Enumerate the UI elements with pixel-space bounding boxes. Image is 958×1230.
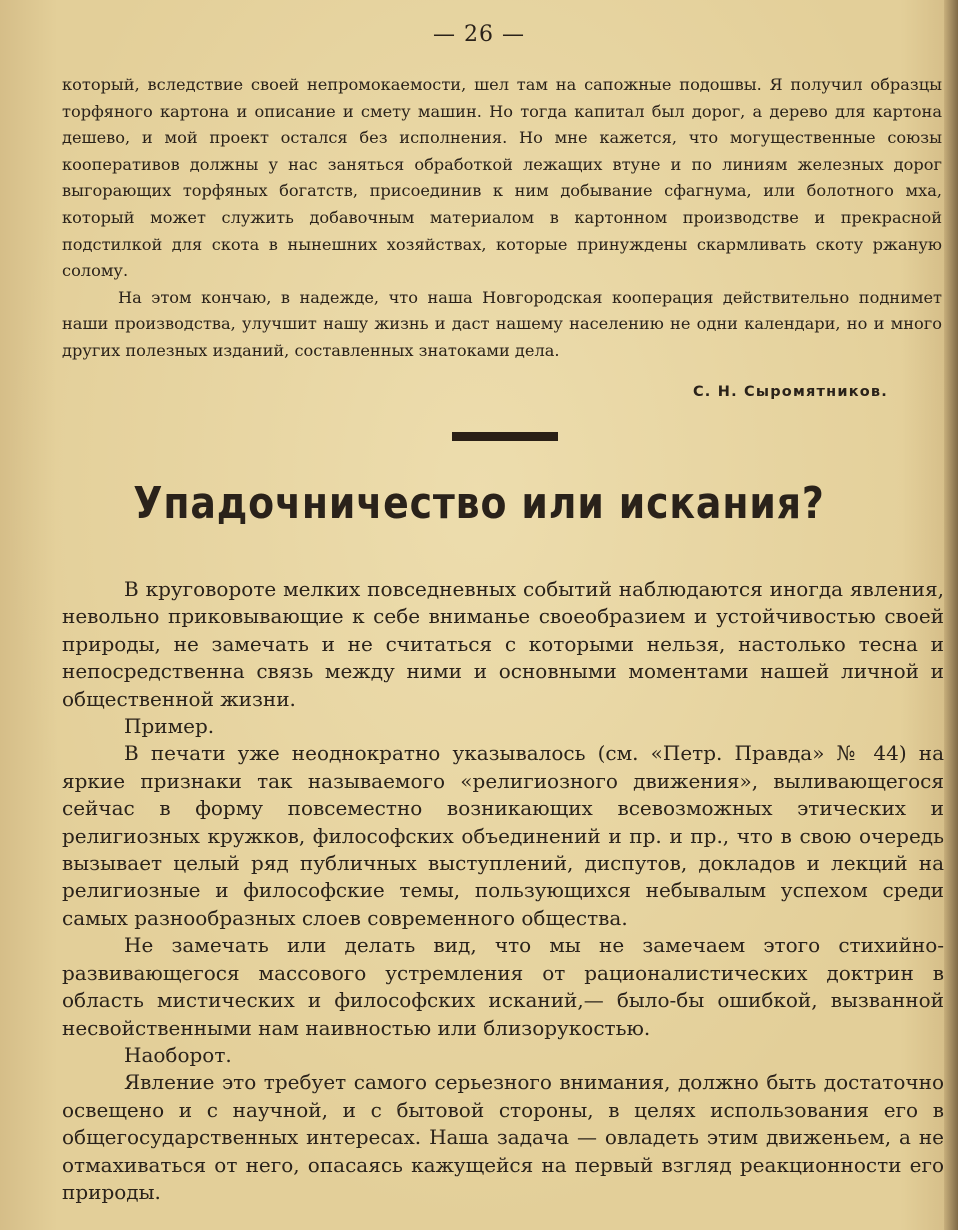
body-paragraph-3: Не замечать или делать вид, что мы не замечаем этого стихийно-развивающегося массового устремления от рационалистических доктрин в область мистических и философских исканий,— было-бы ошибкой, вызванной несвойственными нам наивностью или близорукостью. — [62, 933, 944, 1040]
article-continuation — [62, 72, 942, 365]
continuation-paragraph-2: На этом кончаю, в надежде, что наша Новгородская кооперация действительно поднимет наши производства, улучшит нашу жизнь и даст нашему населению не одни календари, но и много других полезных изданий, составленных знатоками дела. — [62, 287, 942, 360]
author-signature: С. Н. Сыромятников. — [692, 384, 888, 400]
body-paragraph-2: В печати уже неоднократно указывалось (см. «Петр. Правда» № 44) на яркие признаки так называемого «религиозного движения», выливающегося сейчас в форму повсеместно возникающих всевозможных этических и религиозных кружков, философских объединений и пр. и пр., что в свою очередь вызывает целый ряд публичных выступлений, диспутов, докладов и лекций на религиозные и философские темы, пользующихся небывалым успехом среди самых разнообразных слоев современного общества. — [62, 741, 944, 930]
body-paragraph-4: Явление это требует самого серьезного внимания, должно быть достаточно освещено и с научной, и с бытовой стороны, в целях использования его в общегосударственных интересах. Наша задача — овладеть этим движеньем, а не отмахиваться от него, опасаясь кажущейся на первый взгляд реакционности его природы. — [62, 1070, 944, 1204]
section-divider — [452, 432, 558, 441]
article-body — [62, 576, 944, 1206]
contrary-label: Наоборот. — [124, 1042, 232, 1067]
example-label: Пример. — [124, 714, 215, 739]
continuation-paragraph-1: который, вследствие своей непромокаемости, шел там на сапожные подошвы. Я получил образцы торфяного картона и описание и смету машин. Но тогда капитал был дорог, а дерево для картона дешево, и мой проект остался без исполнения. Но мне кажется, что могущественные союзы кооперативов должны у нас заняться обработкой лежащих втуне и по линиям железных дорог выгорающих торфяных богатств, присоединив к ним добывание сфагнума, или болотного мха, который может служить добавочным материалом в картонном производстве и прекрасной подстилкой для скота в нынешних хозяйствах, которые принуждены скармливать скоту ржаную солому. — [62, 75, 942, 281]
article-title: Упадочничество или искания? — [133, 478, 825, 529]
page-number: — 26 — — [433, 22, 525, 47]
page-edge-shadow — [944, 0, 958, 1230]
body-paragraph-1: В круговороте мелких повседневных событий наблюдаются иногда явления, невольно приковывающие к себе вниманье своеобразием и устойчивостью своей природы, не замечать и не считаться с которыми нельзя, настолько тесна и непосредственна связь между ними и основными моментами нашей личной и общественной жизни. — [62, 577, 944, 711]
